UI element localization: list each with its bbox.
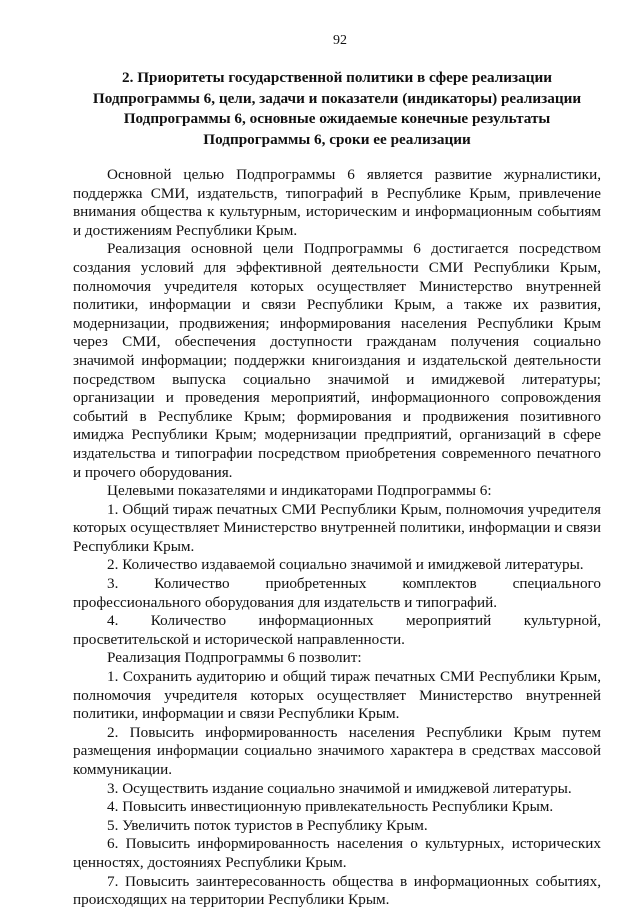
heading-line: 2. Приоритеты государственной политики в сфере реализации (122, 69, 552, 86)
paragraph-goal-implementation: Реализация основной цели Подпрограммы 6 достигается посредством создания условий для эффективной деятельности СМИ Республики Крым, полномочия учредителя которых осуществляет Министерство внутренней политики, информации и связи Республики Крым, а также их развития, модернизации, продвижения; информирования населения Республики Крым через СМИ, обеспечения доступности гражданам получения социально значимой информации; поддержки книгоиздания и издательской деятельности посредством выпуска социально значимой и имиджевой литературы; организации и проведения мероприятий, информационного сопровождения событий в Республике Крым; формирования и продвижения позитивного имиджа Республики Крым; модернизации предприятий, организаций в сфере издательства и типографии посредством приобретения современного печатного и прочего оборудования. (73, 240, 601, 481)
indicator-item: 2. Количество издаваемой социально значимой и имиджевой литературы. (107, 556, 584, 574)
result-item: 5. Увеличить поток туристов в Республику Крым. (107, 816, 428, 834)
result-item: 6. Повысить информированность населения о культурных, исторических ценностях, достояниях Республики Крым. (73, 835, 601, 871)
heading-line: Подпрограммы 6, сроки ее реализации (203, 130, 471, 148)
heading-line: Подпрограммы 6, цели, задачи и показатели (индикаторы) реализации (92, 89, 582, 107)
result-item: 2. Повысить информированность населения Республики Крым путем размещения информации социально значимого характера в средствах массовой коммуникации. (73, 723, 601, 778)
heading-line: Подпрограммы 6, основные ожидаемые конечные результаты (123, 110, 551, 127)
indicator-item: 1. Общий тираж печатных СМИ Республики Крым, полномочия учредителя которых осуществляет Министерство внутренней политики, информации и связи Республики Крым. (73, 500, 601, 555)
document-page (73, 32, 601, 910)
indicator-item: 3. Количество приобретенных комплектов специального профессионального оборудования для издательств и типографий. (73, 575, 601, 611)
paragraph-results-intro: Реализация Подпрограммы 6 позволит: (107, 649, 362, 667)
paragraph-indicators-intro: Целевыми показателями и индикаторами Подпрограммы 6: (107, 482, 492, 500)
paragraph-main-goal: Основной целью Подпрограммы 6 является развитие журналистики, поддержка СМИ, издательств, типографий в Республике Крым, привлечение внимания общества к культурным, историческим и информационным событиям и достижениям Республики Крым. (73, 166, 601, 239)
body-text (73, 166, 601, 910)
indicator-item: 4. Количество информационных мероприятий культурной, просветительской и исторической направленности. (73, 612, 601, 648)
result-item: 1. Сохранить аудиторию и общий тираж печатных СМИ Республики Крым, полномочия учредителя которых осуществляет Министерство внутренней политики, информации и связи Республики Крым. (73, 668, 601, 723)
result-item: 7. Повысить заинтересованность общества в информационных событиях, происходящих на территории Республики Крым. (73, 872, 601, 909)
result-item: 3. Осуществить издание социально значимой и имиджевой литературы. (107, 779, 572, 797)
page-number: 92 (333, 33, 347, 48)
result-item: 4. Повысить инвестиционную привлекательность Республики Крым. (107, 798, 554, 816)
section-heading (73, 68, 601, 150)
